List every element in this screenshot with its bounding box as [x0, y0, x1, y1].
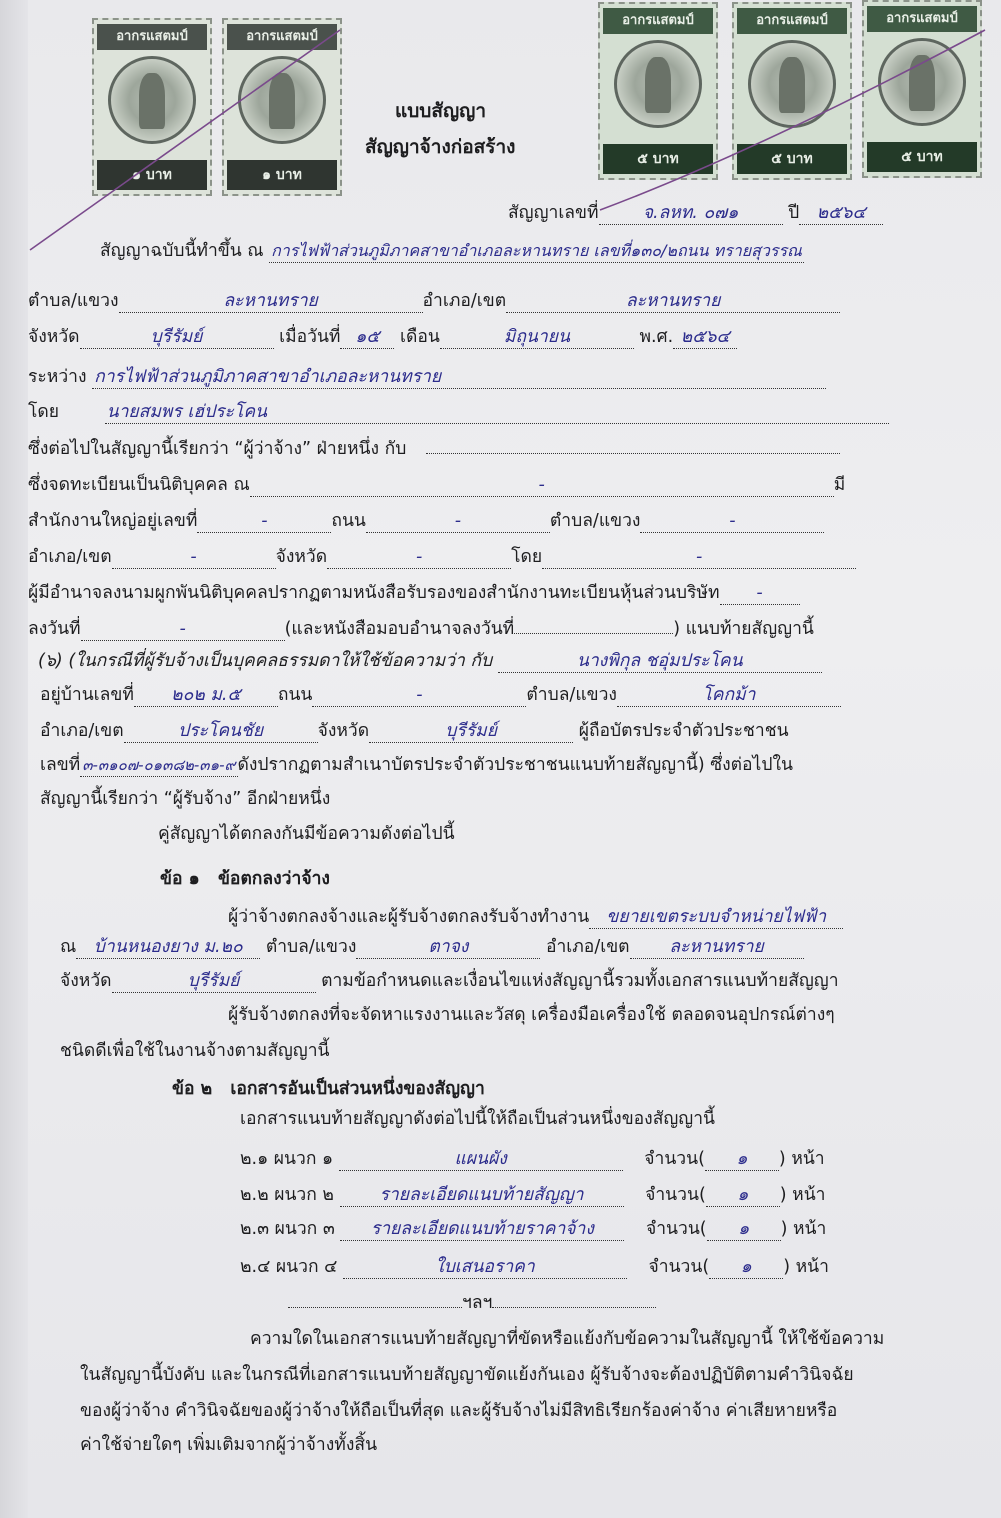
office-road: - [366, 510, 550, 533]
employer-blank [426, 453, 840, 454]
amphoe-value: ละหานทราย [506, 290, 840, 313]
annex-label: ๒.๔ ผนวก ๔ [240, 1257, 338, 1277]
address-amphoe-label: อำเภอ/เขต [40, 721, 124, 741]
province-date-line [28, 326, 737, 349]
stamp-label: อากรแสตมป์ [867, 6, 977, 32]
annex-label: ๒.๑ ผนวก ๑ [240, 1149, 334, 1169]
clause1-quality-line: ชนิดดีเพื่อใช้ในงานจ้างตามสัญญานี้ [60, 1041, 330, 1061]
amphoe-label: อำเภอ/เขต [422, 291, 507, 311]
juristic-label: ซึ่งจดทะเบียนเป็นนิติบุคคล ณ [28, 475, 250, 495]
tambon-value: ละหานทราย [119, 290, 423, 313]
form-title: แบบสัญญา [395, 100, 487, 122]
contract-number-label: สัญญาเลขที่ [508, 203, 599, 223]
province-label: จังหวัด [28, 327, 80, 347]
contract-number-line [508, 202, 883, 225]
authorized-text: ผู้มีอำนาจลงนามผูกพันนิติบุคคลปรากฏตามหนังสือรับรองของสำนักงานทะเบียนหุ้นส่วนบริษัท [28, 583, 720, 603]
annex-unit: หน้า [791, 1149, 825, 1169]
clause1-province-line [60, 970, 839, 993]
office-amphoe-label: อำเภอ/เขต [28, 547, 112, 567]
contract-number-field [599, 202, 783, 225]
dated-label: ลงวันที่ [28, 619, 81, 639]
office-tambon: - [640, 510, 824, 533]
juristic-tail: มี [833, 475, 846, 495]
dated-value: - [81, 618, 285, 641]
id-card-label: ผู้ถือบัตรประจำตัวประชาชน [578, 721, 789, 741]
dated-line [28, 618, 814, 641]
stamp-label: อากรแสตมป์ [737, 8, 847, 34]
address-province: บุรีรัมย์ [369, 720, 573, 743]
office-tambon-label: ตำบล/แขวง [549, 511, 641, 531]
id-line [40, 754, 793, 777]
address2-line [40, 720, 789, 743]
annex-count: ๑ [709, 1256, 783, 1279]
dated-tail: ) แนบท้ายสัญญานี้ [673, 619, 814, 639]
clause2-paragraph: ในสัญญานี้บังคับ และในกรณีที่เอกสารแนบท้ายสัญญาขัดแย้งกันเอง ผู้รับจ้างจะต้องปฏิบัติตามคำวินิจฉัย [80, 1365, 854, 1385]
tambon-label: ตำบล/แขวง [28, 291, 119, 311]
etc-mark: ฯลฯ [462, 1293, 493, 1313]
poa-date [514, 633, 673, 634]
contract-year-label: ปี [788, 203, 800, 223]
etc-line [288, 1292, 656, 1314]
clause2-paragraph: ความใดในเอกสารแนบท้ายสัญญาที่ขัดหรือแย้งกับข้อความในสัญญานี้ ให้ใช้ข้อความ [250, 1329, 885, 1349]
annex-label: ๒.๓ ผนวก ๓ [240, 1219, 335, 1239]
contractor-name: นางพิกุล ชอุ่มประโคน [498, 650, 822, 673]
id-tail: ดังปรากฏตามสำเนาบัตรประจำตัวประชาชนแนบท้ายสัญญานี้) ซึ่งต่อไปใน [237, 755, 793, 775]
address-province-label: จังหวัด [317, 721, 370, 741]
site-amphoe-label: อำเภอ/เขต [545, 937, 630, 957]
individual-line [38, 650, 822, 673]
clause1-heading [160, 868, 330, 890]
year-value: ๒๕๖๔ [673, 326, 737, 349]
site-province: บุรีรัมย์ [112, 970, 316, 993]
clause2-number: ข้อ ๒ [172, 1079, 213, 1099]
employer-definition: ซึ่งต่อไปในสัญญานี้เรียกว่า “ผู้ว่าจ้าง” ฝ่ายหนึ่ง กับ [28, 439, 407, 459]
annex-count-label: จำนวน [644, 1149, 699, 1169]
id-number-label: เลขที่ [40, 755, 81, 775]
province-value: บุรีรัมย์ [80, 326, 274, 349]
stamp-value: ๕ บาท [603, 144, 713, 174]
annex-count: ๑ [705, 1148, 779, 1171]
clause2-paragraph: ค่าใช้จ่ายใดๆ เพิ่มเติมจากผู้ว่าจ้างทั้งสิ้น [80, 1435, 378, 1455]
location-line [28, 290, 840, 313]
annex-name: รายละเอียดแนบท้ายสัญญา [340, 1184, 624, 1207]
office-no: - [197, 510, 331, 533]
by-label: โดย [28, 402, 60, 422]
stamp-label: อากรแสตมป์ [227, 24, 337, 50]
office-label: สำนักงานใหญ่อยู่เลขที่ [28, 511, 198, 531]
authorized-line [28, 582, 800, 605]
annex-name: แผนผัง [339, 1148, 623, 1171]
juristic-line [28, 474, 845, 497]
annex-count-label: จำนวน [645, 1185, 699, 1205]
annex-count-label: จำนวน [648, 1257, 703, 1277]
address-tambon-label: ตำบล/แขวง [526, 685, 617, 705]
annex-unit: หน้า [792, 1185, 826, 1205]
site-province-label: จังหวัด [60, 971, 112, 991]
id-number: ๓-๓๑๐๗-๐๑๓๘๒-๓๑-๙ [80, 754, 237, 777]
by-line [28, 401, 889, 424]
clause1-site-line [60, 936, 804, 959]
office-by-label: โดย [511, 547, 543, 567]
address-amphoe: ประโคนชัย [124, 720, 318, 743]
stamp-label: อากรแสตมป์ [97, 24, 207, 50]
contract-prefix: จ.ลหท. [642, 203, 698, 223]
annex-count: ๑ [707, 1218, 781, 1241]
individual-label: (๖) (ในกรณีที่ผู้รับจ้างเป็นบุคคลธรรมดาให้ใช้ข้อความว่า กับ [38, 651, 493, 671]
annex-name: ใบเสนอราคา [343, 1256, 627, 1279]
contract-type: สัญญาจ้างก่อสร้าง [365, 136, 516, 158]
address-road-label: ถนน [277, 685, 313, 705]
annex-row: ๒.๔ ผนวก ๔ ใบเสนอราคา จำนวน( ๑ ) หน้า [240, 1257, 829, 1277]
site-label: ณ [60, 937, 77, 957]
annex-count-label: จำนวน [645, 1219, 700, 1239]
site-amphoe: ละหานทราย [630, 936, 804, 959]
made-at-line [100, 240, 804, 263]
stamp-label: อากรแสตมป์ [603, 8, 713, 34]
contract-year: ๒๕๖๔ [799, 202, 883, 225]
address-tambon: โคกม้า [617, 684, 841, 707]
juristic-value: - [250, 474, 834, 497]
year-label: พ.ศ. [639, 327, 674, 347]
address-line [40, 684, 841, 707]
site-tambon: ตาจง [356, 936, 540, 959]
office-road-label: ถนน [331, 511, 366, 531]
stamp-value: ๕ บาท [737, 144, 847, 174]
clause2-paragraph: ของผู้ว่าจ้าง คำวินิจฉัยของผู้ว่าจ้างให้ถือเป็นที่สุด และผู้รับจ้างไม่มีสิทธิเรียกร้องค่าจ้าง ค่าเสียหายหรือ [80, 1401, 838, 1421]
clause1-supply-line: ผู้รับจ้างตกลงที่จะจัดหาแรงงานและวัสดุ เครื่องมือเครื่องใช้ ตลอดจนอุปกรณ์ต่างๆ [228, 1005, 835, 1025]
annex-label: ๒.๒ ผนวก ๒ [240, 1185, 334, 1205]
annex-row: ๒.๑ ผนวก ๑ แผนผัง จำนวน( ๑ ) หน้า [240, 1149, 825, 1169]
clause1-text: ผู้ว่าจ้างตกลงจ้างและผู้รับจ้างตกลงรับจ้างทำงาน [228, 907, 590, 927]
annex-unit: หน้า [793, 1219, 827, 1239]
between-value: การไฟฟ้าส่วนภูมิภาคสาขาอำเภอละหานทราย [92, 366, 826, 389]
work-description: ขยายเขตระบบจำหน่ายไฟฟ้า [589, 906, 843, 929]
annex-name: รายละเอียดแนบท้ายราคาจ้าง [340, 1218, 624, 1241]
office2-line [28, 546, 856, 569]
site-tambon-label: ตำบล/แขวง [265, 937, 357, 957]
clause2-intro: เอกสารแนบท้ายสัญญาดังต่อไปนี้ให้ถือเป็นส่วนหนึ่งของสัญญานี้ [240, 1109, 716, 1129]
poa-label: (และหนังสือมอบอำนาจลงวันที่ [284, 619, 515, 639]
contract-number: ๐๗๑ [703, 203, 739, 223]
office-by: - [542, 546, 856, 569]
contractor-definition: สัญญานี้เรียกว่า “ผู้รับจ้าง” อีกฝ่ายหนึ่ง [40, 789, 331, 809]
annex-unit: หน้า [795, 1257, 829, 1277]
clause1-number: ข้อ ๑ [160, 869, 200, 889]
clause1-terms: ตามข้อกำหนดและเงื่อนไขแห่งสัญญานี้รวมทั้งเอกสารแนบท้ายสัญญา [321, 971, 839, 991]
address-road: - [312, 684, 526, 707]
authorized-value: - [720, 582, 800, 605]
annex-row: ๒.๓ ผนวก ๓ รายละเอียดแนบท้ายราคาจ้าง จำนวน( ๑ ) หน้า [240, 1219, 827, 1239]
by-value: นายสมพร เฮ่ประโคน [105, 401, 889, 424]
month-label: เดือน [400, 327, 440, 347]
made-at-label: สัญญาฉบับนี้ทำขึ้น ณ [100, 241, 264, 261]
etc-blank [492, 1307, 656, 1308]
employer-line [28, 438, 840, 460]
etc-blank [288, 1307, 462, 1308]
stamp-value: ๑ บาท [227, 160, 337, 190]
annex-row: ๒.๒ ผนวก ๒ รายละเอียดแนบท้ายสัญญา จำนวน( ๑ ) หน้า [240, 1185, 826, 1205]
site-village: บ้านหนองยาง ม.๒๐ [76, 936, 260, 959]
between-label: ระหว่าง [28, 367, 87, 387]
annex-count: ๑ [706, 1184, 780, 1207]
clause1-title: ข้อตกลงว่าจ้าง [217, 869, 330, 889]
month-value: มิถุนายน [440, 326, 634, 349]
stamp-value: ๑ บาท [97, 160, 207, 190]
office-line [28, 510, 824, 533]
office-province: - [327, 546, 511, 569]
clause1-work-line [228, 906, 843, 929]
clause2-heading [172, 1078, 485, 1100]
address-label: อยู่บ้านเลขที่ [40, 685, 134, 705]
date-label: เมื่อวันที่ [279, 327, 341, 347]
address-no: ๒๐๒ ม.๕ [134, 684, 278, 707]
clause2-title: เอกสารอันเป็นส่วนหนึ่งของสัญญา [230, 1079, 485, 1099]
agreement-intro: คู่สัญญาได้ตกลงกันมีข้อความดังต่อไปนี้ [158, 824, 455, 844]
office-amphoe: - [112, 546, 276, 569]
office-province-label: จังหวัด [275, 547, 328, 567]
stamp-value: ๕ บาท [867, 142, 977, 172]
made-at-value: การไฟฟ้าส่วนภูมิภาคสาขาอำเภอละหานทราย เลขที่๑๓๐/๒ถนน ทรายสุวรรณ [269, 240, 804, 263]
between-line [28, 366, 826, 389]
day-value: ๑๕ [340, 326, 394, 349]
